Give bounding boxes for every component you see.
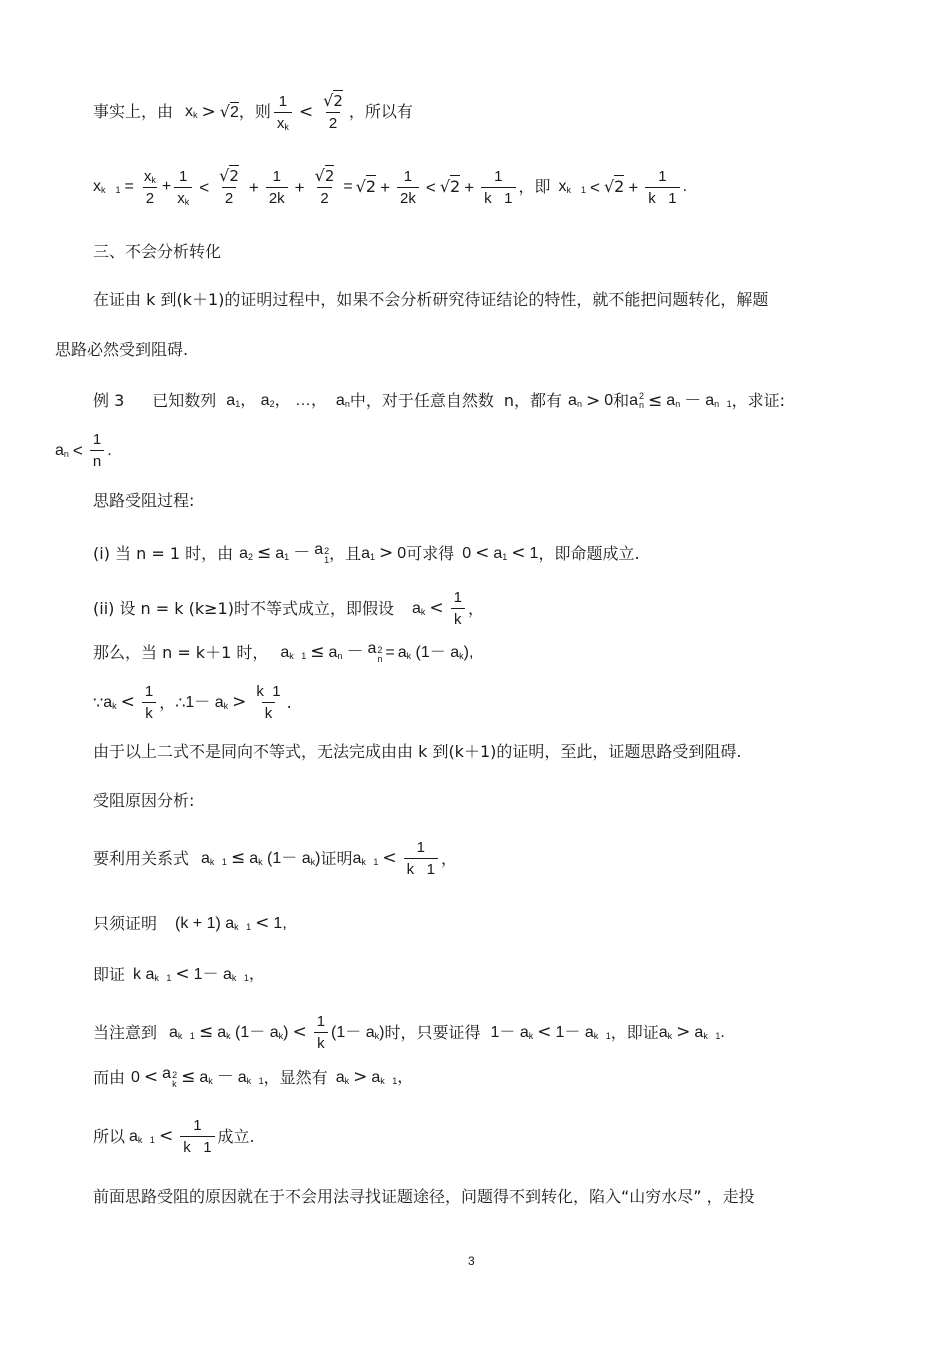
math: $x_k$ [185,103,198,120]
paragraph: 前面思路受阻的原因就在于不会用法寻找证题途径，问题得不到转化，陷入“山穷水尽” ，走投 [93,1187,755,1206]
example-3-goal: $a_n$ < $\frac{1}{n}$ . [55,431,112,470]
example-label: 例 3 [93,391,125,410]
section-heading: 三、不会分析转化 [93,242,222,261]
example-3: 例 3 已知数列 $a_1$， $a_2$， …， $a_n$ 中，对于任意自然数 n，都有 $a_n$ > 0 和 a 2 n ≤ $a_n$ － $a_{n 1}$ ，求证: [93,390,786,411]
step-2: (ii) 设 n = k (k≥1)时不等式成立，即假设 $a_k$ < $\frac{1}{k}$ ， [93,589,484,628]
text: ，则 [238,102,271,121]
paragraph: 思路必然受到阻碍. [55,340,189,359]
step-4: ∵ $a_k$ < $\frac{1}{k}$ ，∴ $1- a_k$ > $\frac{k 1}{k}$ . [93,683,292,722]
sqrt: √2 [219,101,239,121]
paragraph: 由于以上二式不是同向不等式，无法完成由由 k 到(k＋1)的证明，至此，证题思路受到阻碍. [93,742,742,761]
analysis-6: 所以 $a_{k 1}$ < $\frac{1}{k 1}$ 成立. [93,1117,255,1156]
eq-line-1: 事实上，由 $x_k$ > √2 ，则 $\frac{1}{x_k}$ < $\frac{√2}{2}$ ，所以有 [93,91,413,132]
fraction: $\frac{1}{x_k}$ [274,94,292,131]
paragraph: 在证由 k 到(k＋1)的证明过程中，如果不会分析研究待证结论的特性，就不能把问题转化，解题 [93,290,769,309]
page-number: 3 [468,1254,475,1268]
analysis-3: 即证 k $a_{k 1}$ < $1- a_{k 1}$， [93,964,265,984]
fraction: $\frac{√2}{2}$ [323,91,343,132]
analysis-2: 只须证明 (k + 1) $a_{k 1}$ < 1, [93,913,287,933]
text: ，即 [518,177,551,196]
analysis-title: 受阻原因分析: [93,791,195,810]
step-1: (i) 当 n = 1 时，由 $a_2$ ≤ $a_1$ － a 2 1 ，且 $a_1$ > 0 可求得 0 < $a_1$ < 1 ，即命题成立. [93,541,640,565]
text: ，所以有 [348,102,413,121]
analysis-1: 要利用关系式 $a_{k 1}$ ≤ $a_k$ $(1- a_k)$ 证明 $a_{k 1}$ < $\frac{1}{k 1}$ ， [93,839,458,878]
analysis-5: 而由 0 < a 2 k ≤ $a_k$ － $a_{k 1}$ ，显然有 $a_k$ > $a_{k 1}$， [93,1065,414,1089]
text: 事实上，由 [93,102,174,121]
step-3: 那么，当 n = k＋1 时， $a_{k 1}$ ≤ $a_n$ － a 2 n = $a_k$ $(1- a_k)$, [93,640,474,664]
eq-line-2: $x_{k 1}$ = $\frac{x_k}{2}$ + $\frac{1}{x_k}$ < $\frac{√2}{2}$ + $\frac{1}{2k}$ + $\frac{√2}{2}$ = √2 + $\frac{1}{2k}$ < √2 + $\frac{1}{k 1}$ ，即 $x_{k 1}$ < √2 + $\frac{1}{k 1}$ . [93,166,688,207]
analysis-4: 当注意到 $a_{k 1}$ ≤ $a_k$ $(1- a_k)$ < $\frac{1}{k}$ $(1- a_k)$ 时，只要证得 $1- a_k$ < $1- a_{k 1}$ ，即证 $a_k$ > $a_{k 1}$. [93,1013,725,1052]
block-title: 思路受阻过程: [93,491,195,510]
